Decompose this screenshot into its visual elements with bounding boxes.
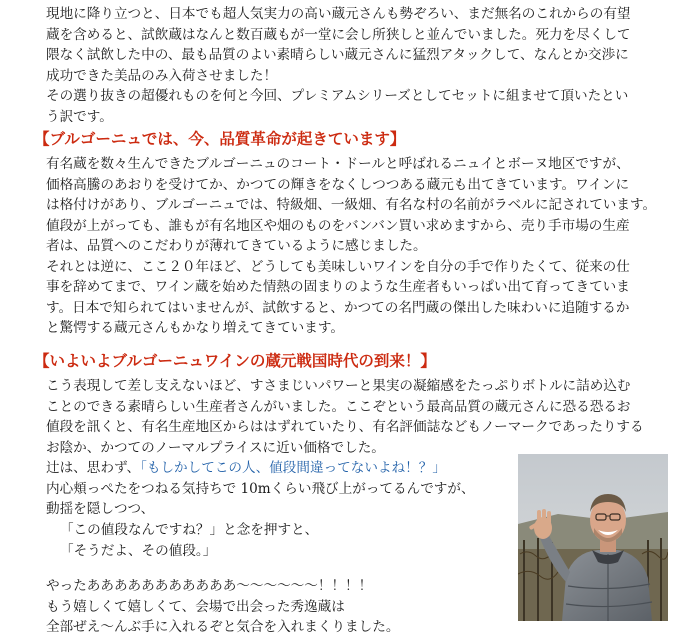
text-line: 値段が上がっても、誰もが有名地区や畑のものをバンバン買い求めますから、売り手市場の生産 [46,217,630,234]
winemaker-illustration [518,454,668,621]
text-line: 値段を訊くと、有名生産地区からははずれていたり、有名評価誌などもノーマークであったりする [46,419,644,435]
text-line: 有名蔵を数々生んできたブルゴーニュのコート・ドールと呼ばれるニュイとボーヌ地区ですが、 [46,156,630,172]
winemaker-photo [518,454,668,621]
text-line: 動揺を隠しつつ、 [46,501,155,517]
text-line: 現地に降り立つと、日本でも超人気実力の高い蔵元さんも勢ぞろい、まだ無名のこれからの有望 [46,6,631,22]
text-line: 事を辞めてまで、ワイン蔵を始めた情熱の固まりのような生産者もいっぱい出て育ってきていま [46,279,630,295]
text-line: 成功できた美品のみ入荷させました！ [46,67,278,84]
thought-quote: 「もしかしてこの人、値段間違ってないよね！？」 [140,460,446,476]
dialog-line: 「そうだよ、その値段。」 [60,542,217,559]
text-line: もう嬉しくて嬉しくて、会場で出会った秀逸蔵は [46,598,345,615]
text-line: 内心頬っぺたをつねる気持ちで 10mくらい飛び上がってるんですが、 [46,480,475,497]
text-line: お陰か、かつてのノーマルプライスに近い価格でした。 [46,439,385,456]
text-line: 蔵を含めると、試飲蔵はなんと数百蔵もが一堂に会し所狭しと並んでいました。死力を尽くして [46,26,631,43]
text-line: す。日本で知られてはいませんが、試飲すると、かつての名門蔵の傑出した味わいに追随するか [46,299,630,316]
text-line: 隈なく試飲した中の、最も品質のよい素晴らしい蔵元さんに猛烈アタックして、なんとか交渉に [46,47,629,63]
section1-paragraph [46,154,676,339]
dialog-line: 「この値段なんですね？」と念を押すと、 [60,522,319,538]
text-line: やったあああああああああああ～～～～～～！！！！ [46,578,373,594]
text-line: と驚愕する蔵元さんもかなり増えてきています。 [46,320,344,336]
text-line: 全部ぜえ～んぶ手に入れるぞと気合を入れまくりました。 [46,619,400,635]
text-line: その選り抜きの超優れものを何と今回、プレミアムシリーズとしてセットに組ませて頂いたとい [46,88,629,104]
text-line: 者は、品質へのこだわりが薄れてきているように感じました。 [46,238,427,254]
thought-prefix: 辻は、思わず、 [46,460,141,476]
text-line: は格付けがあり、ブルゴーニュでは、特級畑、一級畑、有名な村の名前がラベルに記されています。 [46,197,657,213]
text-line: こう表現して差し支えないほど、すさまじいパワーと果実の凝縮感をたっぷりボトルに詰め込む [46,378,631,394]
text-line: ことのできる素晴らしい生産者さんがいました。ここぞという最高品質の蔵元さんに恐る恐るお [46,398,631,415]
text-line: う訳です。 [46,108,113,125]
intro-paragraph [46,4,676,127]
text-line: 価格高騰のあおりを受けてか、かつての輝きをなくしつつある蔵元も出てきています。ワインに [46,176,630,193]
section1-heading: 【ブルゴーニュでは、今、品質革命が起きています】 [34,130,406,148]
text-line: それとは逆に、ここ２０年ほど、どうしても美味しいワインを自分の手で作りたくて、従来の仕 [46,258,630,275]
section2-heading: 【いよいよブルゴーニュワインの蔵元戦国時代の到来！】 [34,352,436,370]
